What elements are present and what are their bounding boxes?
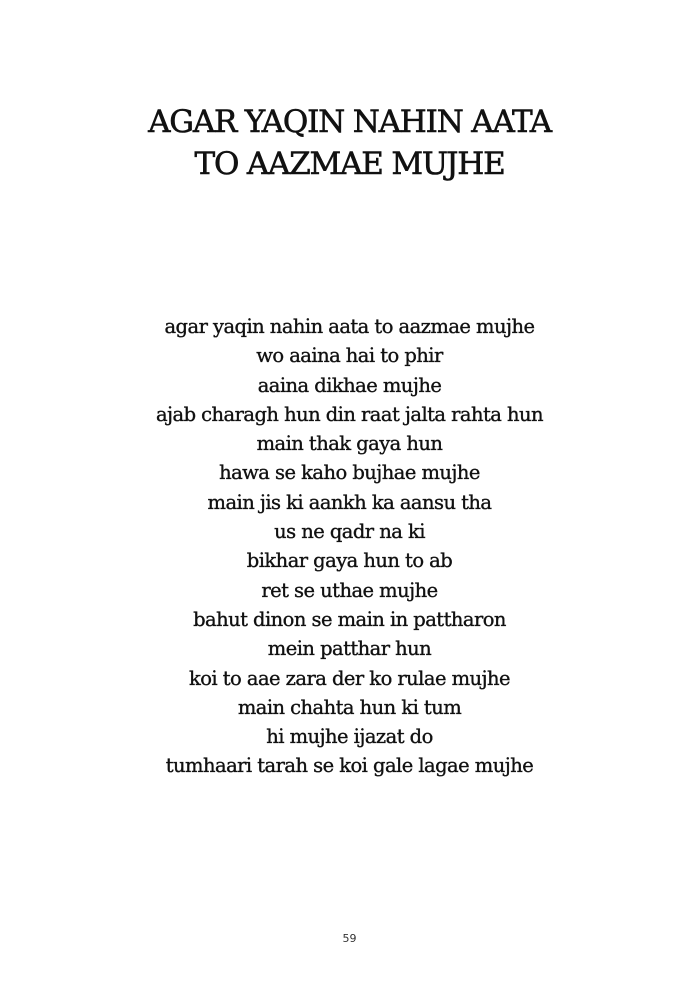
poem-line: tumhaari tarah se koi gale lagae mujhe — [165, 754, 534, 778]
poem-line: wo aaina hai to phir — [256, 344, 443, 368]
poem-line: ret se uthae mujhe — [261, 578, 438, 602]
poem-title-line-1: AGAR YAQIN NAHIN AATA — [148, 104, 551, 140]
poem-line: agar yaqin nahin aata to aazmae mujhe — [164, 315, 535, 338]
poem-line: ajab charagh hun din raat jalta rahta hun — [155, 402, 544, 426]
poem-line: main jis ki aankh ka aansu tha — [207, 490, 492, 514]
poem-line: hawa se kaho bujhae mujhe — [219, 461, 480, 485]
poem-line: mein patthar hun — [267, 637, 432, 661]
poem-line: bikhar gaya hun to ab — [246, 549, 453, 573]
poem-line: hi mujhe ijazat do — [266, 725, 433, 749]
poem-line: koi to aae zara der ko rulae mujhe — [188, 666, 511, 690]
poem-line: main thak gaya hun — [256, 432, 443, 456]
poem-title-line-2: TO AAZMAE MUJHE — [194, 146, 505, 182]
poem-line: aaina dikhae mujhe — [257, 373, 442, 397]
page-number: 59 — [342, 932, 357, 945]
poem-line: bahut dinon se main in pattharon — [193, 607, 506, 631]
poem-body — [0, 312, 699, 781]
poem-line: us ne qadr na ki — [274, 520, 425, 544]
poem-line: main chahta hun ki tum — [237, 695, 462, 719]
